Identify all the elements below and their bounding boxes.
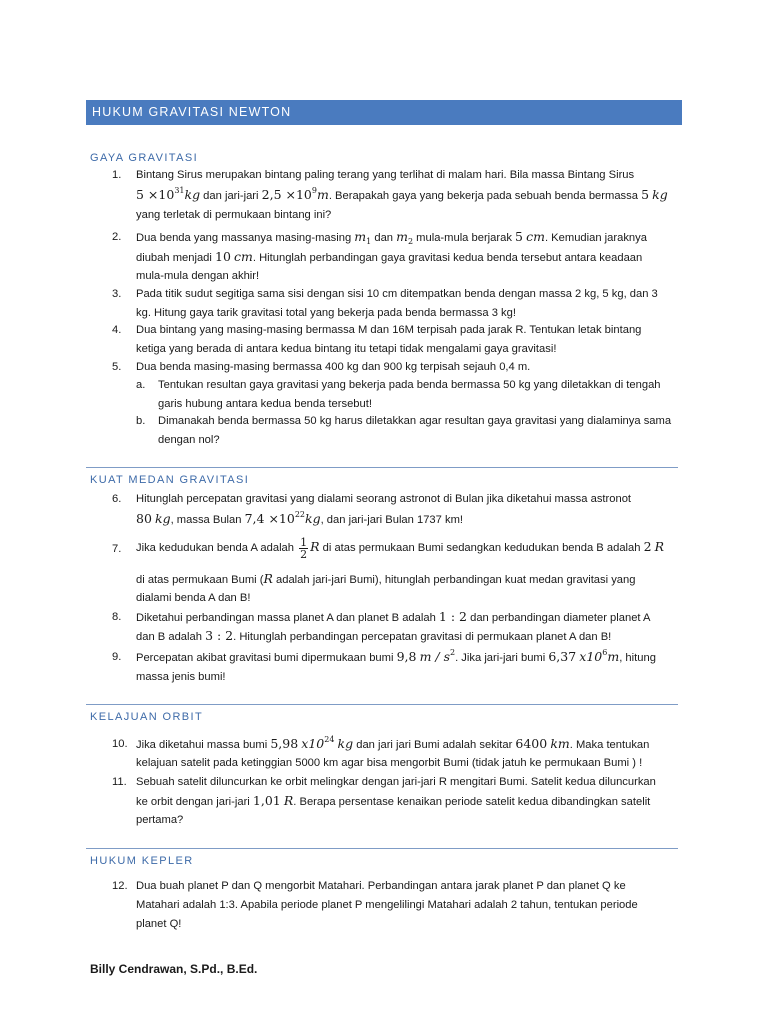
question-line: kg. Hitung gaya tarik gravitasi total yang bekerja pada benda bermassa 3 kg! — [136, 307, 516, 319]
question-line: dan B adalah 3 : 2. Hitunglah perbandingan percepatan gravitasi di permukaan planet A dan B! — [136, 628, 612, 643]
question-line: Dua buah planet P dan Q mengorbit Matahari. Perbandingan antara jarak planet P dan planet Q ke — [136, 880, 626, 892]
question-line: Jika kedudukan benda A adalah $\frac{1}{2}$ R di atas permukaan Bumi sedangkan kedudukan benda B adalah 2 R — [136, 535, 665, 561]
question-number: 3. — [112, 288, 122, 300]
question-line: yang terletak di permukaan bintang ini? — [136, 209, 332, 221]
question-number: 6. — [112, 493, 122, 505]
section-heading-kuat-medan: KUAT MEDAN GRAVITASI — [90, 474, 250, 486]
question-number: 11. — [112, 776, 127, 788]
question-line: massa jenis bumi! — [136, 671, 226, 683]
question-number: 8. — [112, 611, 122, 623]
section-divider — [86, 704, 678, 705]
question-line: pertama? — [136, 814, 184, 826]
page-title-banner — [86, 100, 682, 125]
question-line: Dua benda yang massanya masing-masing $m_1$ dan $m_2$ mula-mula berjarak 5 cm. Kemudian jaraknya — [136, 229, 647, 246]
question-line: Matahari adalah 1:3. Apabila periode planet P mengelilingi Matahari adalah 2 tahun, tentukan periode — [136, 899, 638, 911]
section-heading-gaya-gravitasi: GAYA GRAVITASI — [90, 152, 199, 164]
question-line: Percepatan akibat gravitasi bumi dipermukaan bumi 9,8 m / $s^2$. Jika jari-jari bumi 6,37 $x10^6m$, hitung — [136, 648, 656, 664]
question-line: mula-mula dengan akhir! — [136, 270, 260, 282]
question-line: $5 \times 10^{31}kg$ dan jari-jari $2,5 \times 10^9m$. Berapakah gaya yang bekerja pada sebuah benda bermassa 5 kg — [136, 186, 668, 202]
question-number: 1. — [112, 169, 122, 181]
question-number: 2. — [112, 231, 122, 243]
question-line: Dua benda masing-masing bermassa 400 kg dan 900 kg terpisah sejauh 0,4 m. — [136, 361, 531, 373]
question-line: dialami benda A dan B! — [136, 592, 251, 604]
question-line: Jika diketahui massa bumi 5,98 $x10^{24}$ kg dan jari jari Bumi adalah sekitar 6400 km. Maka tentukan — [136, 735, 650, 751]
question-number: 5. — [112, 361, 122, 373]
section-heading-kelajuan-orbit: KELAJUAN ORBIT — [90, 711, 204, 723]
question-line: ketiga yang berada di antara kedua bintang itu tetapi tidak mengalami gaya gravitasi! — [136, 343, 557, 355]
question-line: Bintang Sirus merupakan bintang paling terang yang terlihat di malam hari. Bila massa Bintang Sirus — [136, 169, 635, 181]
question-line: diubah menjadi 10 cm. Hitunglah perbandingan gaya gravitasi kedua benda tersebut antara keadaan — [136, 249, 643, 264]
section-divider — [86, 848, 678, 849]
page-title: HUKUM GRAVITASI NEWTON — [92, 105, 292, 119]
section-divider — [86, 467, 678, 468]
question-line: Pada titik sudut segitiga sama sisi dengan sisi 10 cm ditempatkan benda dengan massa 2 kg, 5 kg, dan 3 — [136, 288, 658, 300]
worksheet-page: HUKUM GRAVITASI NEWTON GAYA GRAVITASI 1. Bintang Sirus merupakan bintang paling terang yang terlihat di malam hari. Bila massa Bintang Sirus $5 \times 10^{31}kg$ dan jari-jari $2,5 \times 10^9m$. Berapakah gaya yang bekerja pada sebuah benda bermassa 5 kg yang terletak di permukaan bintang ini? 2. Dua benda yang massanya masing-masing $m_1$ dan $m_2$ mula-mula berjarak 5 cm. Kemudian jaraknya diubah menjadi 10 cm. Hitunglah perbandingan gaya gravitasi kedua benda tersebut antara keadaan mula-mula dengan akhir! 3. Pada titik sudut segitiga sama sisi dengan sisi 10 cm ditempatkan benda dengan massa 2 kg, 5 kg, dan 3 kg. Hitung gaya tarik gravitasi total yang bekerja pada benda bermassa 3 kg! 4. Dua bintang yang masing-masing bermassa M dan 16M terpisah pada jarak R. Tentukan letak bintang ketiga yang berada di antara kedua bintang itu tetapi tidak mengalami gaya gravitasi! 5. Dua benda masing-masing bermassa 400 kg dan 900 kg terpisah sejauh 0,4 m. a. Tentukan resultan gaya gravitasi yang bekerja pada benda bermassa 50 kg yang diletakkan di tengah garis hubung antara kedua benda tersebut! b. Dimanakah benda bermassa 50 kg harus diletakkan agar resultan gaya gravitasi yang dialaminya sama dengan nol? KUAT MEDAN GRAVITASI 6. Hitunglah percepatan gravitasi yang dialami seorang astronot di Bulan jika diketahui massa astronot 80 kg, massa Bulan $7,4 \times 10^{22}kg$, dan jari-jari Bulan 1737 km! 7. Jika kedudukan benda A adalah $\frac{1}{2}$ R di atas permukaan Bumi sedangkan kedudukan benda B adalah 2 R di atas permukaan Bumi (R adalah jari-jari Bumi), hitunglah perbandingan kuat medan gravitasi yang dialami benda A dan B! 8. Diketahui perbandingan massa planet A dan planet B adalah 1 : 2 dan perbandingan diameter planet A dan B adalah 3 : 2. Hitunglah perbandingan percepatan gravitasi di permukaan planet A dan B! 9. Percepatan akibat gravitasi bumi dipermukaan bumi 9,8 m / $s^2$. Jika jari-jari bumi 6,37 $x10^6m$, hitung massa jenis bumi! KELAJUAN ORBIT 10. Jika diketahui massa bumi 5,98 $x10^{24}$ kg dan jari jari Bumi adalah sekitar 6400 km. Maka tentukan kelajuan satelit pada ketinggian 5000 km agar bisa mengorbit Bumi (tidak jatuh ke permukaan Bumi ) ! 11. Sebuah satelit diluncurkan ke orbit melingkar dengan jari-jari R mengitari Bumi. Satelit kedua diluncurkan ke orbit dengan jari-jari 1,01 R. Berapa persentase kenaikan periode satelit kedua dibandingkan satelit pertama? HUKUM KEPLER 12. Dua buah planet P dan Q mengorbit Matahari. Perbandingan antara jarak planet P dan planet Q ke Matahari adalah 1:3. Apabila periode planet P mengelilingi Matahari adalah 2 tahun, tentukan periode planet Q! Billy Cendrawan, S.Pd., B.Ed. — [0, 0, 768, 1024]
question-line: planet Q! — [136, 918, 182, 930]
question-number: 7. — [112, 543, 122, 555]
question-line: ke orbit dengan jari-jari 1,01 R. Berapa persentase kenaikan periode satelit kedua dibandingkan satelit — [136, 793, 651, 808]
question-line: Sebuah satelit diluncurkan ke orbit melingkar dengan jari-jari R mengitari Bumi. Satelit kedua diluncurkan — [136, 776, 656, 788]
author-footer: Billy Cendrawan, S.Pd., B.Ed. — [90, 962, 258, 976]
question-line: 80 kg, massa Bulan $7,4 \times 10^{22}kg$, dan jari-jari Bulan 1737 km! — [136, 510, 463, 526]
fraction-half: $\frac{1}{2}$ — [300, 535, 308, 561]
question-line: Hitunglah percepatan gravitasi yang dialami seorang astronot di Bulan jika diketahui massa astronot — [136, 493, 632, 505]
question-number: 12. — [112, 880, 128, 892]
question-number: 4. — [112, 324, 122, 336]
question-line: Diketahui perbandingan massa planet A dan planet B adalah 1 : 2 dan perbandingan diameter planet A — [136, 609, 651, 624]
section-heading-hukum-kepler: HUKUM KEPLER — [90, 855, 194, 867]
question-line: di atas permukaan Bumi (R adalah jari-jari Bumi), hitunglah perbandingan kuat medan gravitasi yang — [136, 571, 636, 586]
question-number: 10. — [112, 738, 128, 750]
question-line: kelajuan satelit pada ketinggian 5000 km agar bisa mengorbit Bumi (tidak jatuh ke permukaan Bumi ) ! — [136, 757, 643, 769]
question-number: 9. — [112, 651, 122, 663]
question-line: Dua bintang yang masing-masing bermassa M dan 16M terpisah pada jarak R. Tentukan letak bintang — [136, 324, 642, 336]
